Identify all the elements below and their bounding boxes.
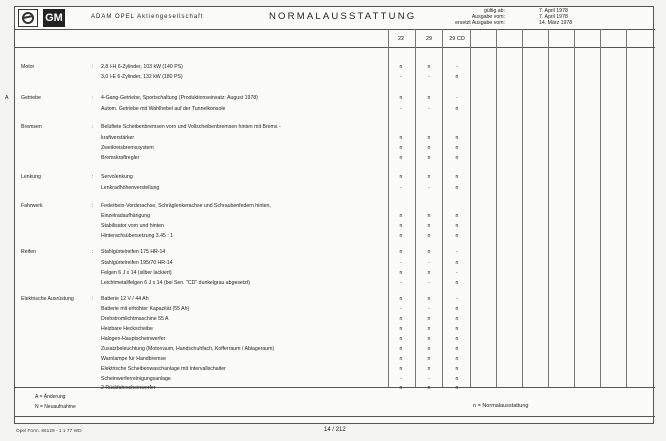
category-label: Motor bbox=[21, 64, 35, 70]
rule-columns bbox=[15, 47, 655, 48]
availability-mark: - bbox=[400, 306, 402, 312]
availability-mark: n bbox=[427, 233, 431, 239]
date-value-issue: 7. April 1978 bbox=[539, 14, 568, 20]
company-name: ADAM OPEL Aktiengesellschaft bbox=[91, 14, 204, 20]
category-colon: : bbox=[92, 249, 94, 255]
availability-mark: n bbox=[455, 74, 459, 80]
category-colon: : bbox=[92, 124, 94, 130]
equipment-item: Warnlampe für Handbremse bbox=[101, 356, 166, 362]
column-divider bbox=[522, 29, 523, 387]
category-colon: : bbox=[92, 174, 94, 180]
availability-mark: n bbox=[427, 135, 431, 141]
availability-mark: n bbox=[455, 346, 459, 352]
availability-mark: n bbox=[455, 223, 459, 229]
availability-mark: n bbox=[399, 213, 403, 219]
availability-mark: - bbox=[428, 74, 430, 80]
availability-mark: n bbox=[399, 296, 403, 302]
rule-legend-bottom bbox=[15, 416, 655, 417]
availability-mark: n bbox=[399, 336, 403, 342]
availability-mark: n bbox=[455, 366, 459, 372]
availability-mark: n bbox=[427, 346, 431, 352]
column-divider bbox=[626, 29, 627, 387]
availability-mark: n bbox=[399, 64, 403, 70]
equipment-item: 4-Gang-Getriebe, Sportschaltung (Produktionseinsatz: August 1978) bbox=[101, 95, 258, 101]
change-marker: A bbox=[5, 95, 9, 101]
col-head-29: 29 bbox=[425, 36, 433, 42]
date-values bbox=[539, 8, 603, 26]
availability-mark: n bbox=[455, 213, 459, 219]
legend-a: A = Änderung bbox=[35, 394, 66, 400]
equipment-item: Zweikreisbremssystem bbox=[101, 145, 154, 151]
column-divider bbox=[415, 29, 416, 387]
availability-mark: - bbox=[456, 95, 458, 101]
availability-mark: n bbox=[399, 346, 403, 352]
category-label: Getriebe bbox=[21, 95, 41, 101]
equipment-item: Einzelradaufhängung bbox=[101, 213, 151, 219]
availability-mark: n bbox=[399, 233, 403, 239]
availability-mark: n bbox=[399, 145, 403, 151]
availability-mark: n bbox=[455, 306, 459, 312]
availability-mark: n bbox=[455, 316, 459, 322]
availability-mark: n bbox=[427, 223, 431, 229]
availability-mark: n bbox=[455, 356, 459, 362]
equipment-item: Servolenkung bbox=[101, 174, 133, 180]
equipment-item: Halogen-Hauptscheinwerfer bbox=[101, 336, 166, 342]
availability-mark: n bbox=[455, 336, 459, 342]
category-label: Elektrische Ausrüstung bbox=[21, 296, 74, 302]
column-divider bbox=[548, 29, 549, 387]
equipment-item: Stahlgürtelreifen 175 HR-14 bbox=[101, 249, 166, 255]
legend-normal: n = Normalausstattung bbox=[473, 403, 529, 409]
availability-mark: n bbox=[455, 135, 459, 141]
availability-mark: n bbox=[399, 316, 403, 322]
equipment-item: 2,8 l-H 6-Zylinder, 103 kW (140 PS) bbox=[101, 64, 183, 70]
availability-mark: n bbox=[455, 280, 459, 286]
equipment-item: Scheinwerferreinigungsanlage bbox=[101, 376, 171, 382]
availability-mark: - bbox=[400, 74, 402, 80]
availability-mark: n bbox=[455, 174, 459, 180]
availability-mark: - bbox=[456, 249, 458, 255]
equipment-item: Federbein-Vorderachse, Schräglenkerachse und Schraubenfedern hinten, bbox=[101, 203, 271, 209]
column-divider bbox=[574, 29, 575, 387]
availability-mark: - bbox=[428, 185, 430, 191]
availability-mark: n bbox=[455, 185, 459, 191]
availability-mark: n bbox=[399, 366, 403, 372]
equipment-item: Elektrische Scheibenwaschanlage mit Intervallschalter bbox=[101, 366, 226, 372]
availability-mark: - bbox=[400, 280, 402, 286]
availability-mark: - bbox=[400, 376, 402, 382]
equipment-item: 3,0 l-E 6-Zylinder, 132 kW (180 PS) bbox=[101, 74, 183, 80]
availability-mark: n bbox=[427, 316, 431, 322]
availability-mark: - bbox=[400, 106, 402, 112]
availability-mark: n bbox=[427, 385, 431, 391]
availability-mark: - bbox=[456, 296, 458, 302]
equipment-item: Drehstromlichtmaschine 55 A bbox=[101, 316, 169, 322]
availability-mark: n bbox=[427, 64, 431, 70]
availability-mark: - bbox=[428, 306, 430, 312]
category-colon: : bbox=[92, 64, 94, 70]
category-colon: : bbox=[92, 296, 94, 302]
equipment-sheet bbox=[5, 6, 654, 424]
category-label: Fahrwerk bbox=[21, 203, 43, 209]
availability-mark: n bbox=[427, 174, 431, 180]
availability-mark: n bbox=[455, 385, 459, 391]
equipment-item: Lenkradhöhenverstellung bbox=[101, 185, 160, 191]
equipment-item: Heizbare Heckscheibe bbox=[101, 326, 153, 332]
availability-mark: - bbox=[456, 64, 458, 70]
category-label: Reifen bbox=[21, 249, 36, 255]
equipment-item: Felgen 6 J x 14 (silber lackiert) bbox=[101, 270, 172, 276]
column-divider bbox=[388, 29, 389, 387]
availability-mark: n bbox=[399, 95, 403, 101]
availability-mark: n bbox=[427, 155, 431, 161]
page-title: NORMALAUSSTATTUNG bbox=[269, 11, 417, 22]
availability-mark: n bbox=[427, 356, 431, 362]
availability-mark: n bbox=[427, 95, 431, 101]
opel-logo bbox=[18, 9, 38, 27]
equipment-item: Bremskraftregler bbox=[101, 155, 140, 161]
form-number: Opel Form. 86129 - 1 1 77 WD bbox=[16, 429, 82, 434]
availability-mark: n bbox=[427, 145, 431, 151]
equipment-item: Stabilisator vorn und hinten bbox=[101, 223, 164, 229]
date-value-valid: 7. April 1978 bbox=[539, 8, 568, 14]
category-label: Lenkung bbox=[21, 174, 41, 180]
date-value-replaces: 14. März 1978 bbox=[539, 20, 573, 26]
availability-mark: n bbox=[427, 366, 431, 372]
date-labels bbox=[439, 8, 505, 26]
col-head-29cd: 29 CD bbox=[449, 36, 465, 42]
category-label: Bremsen bbox=[21, 124, 42, 130]
date-label-issue: Ausgabe vom: bbox=[471, 14, 505, 20]
equipment-item: Batterie mit erhöhter Kapazität (55 Ah) bbox=[101, 306, 190, 312]
equipment-item: Autom. Getriebe mit Wahlhebel auf der Tunnelkonsole bbox=[101, 106, 226, 112]
legend-n: N = Neuaufnahme bbox=[35, 404, 76, 410]
availability-mark: n bbox=[399, 249, 403, 255]
availability-mark: n bbox=[427, 270, 431, 276]
availability-mark: n bbox=[455, 326, 459, 332]
availability-mark: n bbox=[427, 249, 431, 255]
column-divider bbox=[496, 29, 497, 387]
availability-mark: n bbox=[427, 213, 431, 219]
gm-logo: GM bbox=[43, 9, 65, 27]
availability-mark: n bbox=[399, 326, 403, 332]
availability-mark: n bbox=[399, 270, 403, 276]
availability-mark: n bbox=[399, 385, 403, 391]
category-colon: : bbox=[92, 95, 94, 101]
availability-mark: - bbox=[428, 280, 430, 286]
availability-mark: n bbox=[455, 155, 459, 161]
availability-mark: - bbox=[428, 106, 430, 112]
availability-mark: n bbox=[399, 174, 403, 180]
availability-mark: - bbox=[400, 185, 402, 191]
availability-mark: n bbox=[455, 376, 459, 382]
availability-mark: n bbox=[399, 135, 403, 141]
availability-mark: - bbox=[428, 376, 430, 382]
availability-mark: - bbox=[456, 270, 458, 276]
availability-mark: n bbox=[427, 336, 431, 342]
equipment-item: Hinterachsübersetzung 3.45 : 1 bbox=[101, 233, 174, 239]
column-divider bbox=[442, 29, 443, 387]
availability-mark: n bbox=[455, 106, 459, 112]
page-number: 14 / 212 bbox=[324, 427, 346, 433]
availability-mark: - bbox=[428, 260, 430, 266]
column-divider bbox=[600, 29, 601, 387]
date-label-valid: gültig ab: bbox=[483, 8, 505, 14]
equipment-item: Belüftete Scheibenbremsen vorn und Vollscheibenbremsen hinten mit Brems - bbox=[101, 124, 281, 130]
availability-mark: n bbox=[455, 145, 459, 151]
equipment-item: kraftverstärker bbox=[101, 135, 135, 141]
equipment-item: Batterie 12 V / 44 Ah bbox=[101, 296, 149, 302]
date-label-replaces: ersetzt Ausgabe vom: bbox=[455, 20, 505, 26]
availability-mark: n bbox=[399, 155, 403, 161]
availability-mark: - bbox=[400, 260, 402, 266]
availability-mark: n bbox=[427, 296, 431, 302]
availability-mark: n bbox=[455, 260, 459, 266]
equipment-item: Zusatzbeleuchtung (Motorraum, Handschuhfach, Kofferraum / Ablageraum) bbox=[101, 346, 275, 352]
availability-mark: n bbox=[455, 233, 459, 239]
col-head-22: 22 bbox=[397, 36, 405, 42]
availability-mark: n bbox=[427, 326, 431, 332]
availability-mark: n bbox=[399, 223, 403, 229]
equipment-item: Stahlgürtelreifen 195/70 HR-14 bbox=[101, 260, 173, 266]
category-colon: : bbox=[92, 203, 94, 209]
equipment-item: Leichtmetallfelgen 6 J x 14 (bei Sen. "CD" dunkelgrau abgesetzt) bbox=[101, 280, 251, 286]
column-divider bbox=[470, 29, 471, 387]
rule-header bbox=[15, 29, 655, 30]
equipment-item: 2 Rückfahrscheinwerfer bbox=[101, 385, 156, 391]
availability-mark: n bbox=[399, 356, 403, 362]
